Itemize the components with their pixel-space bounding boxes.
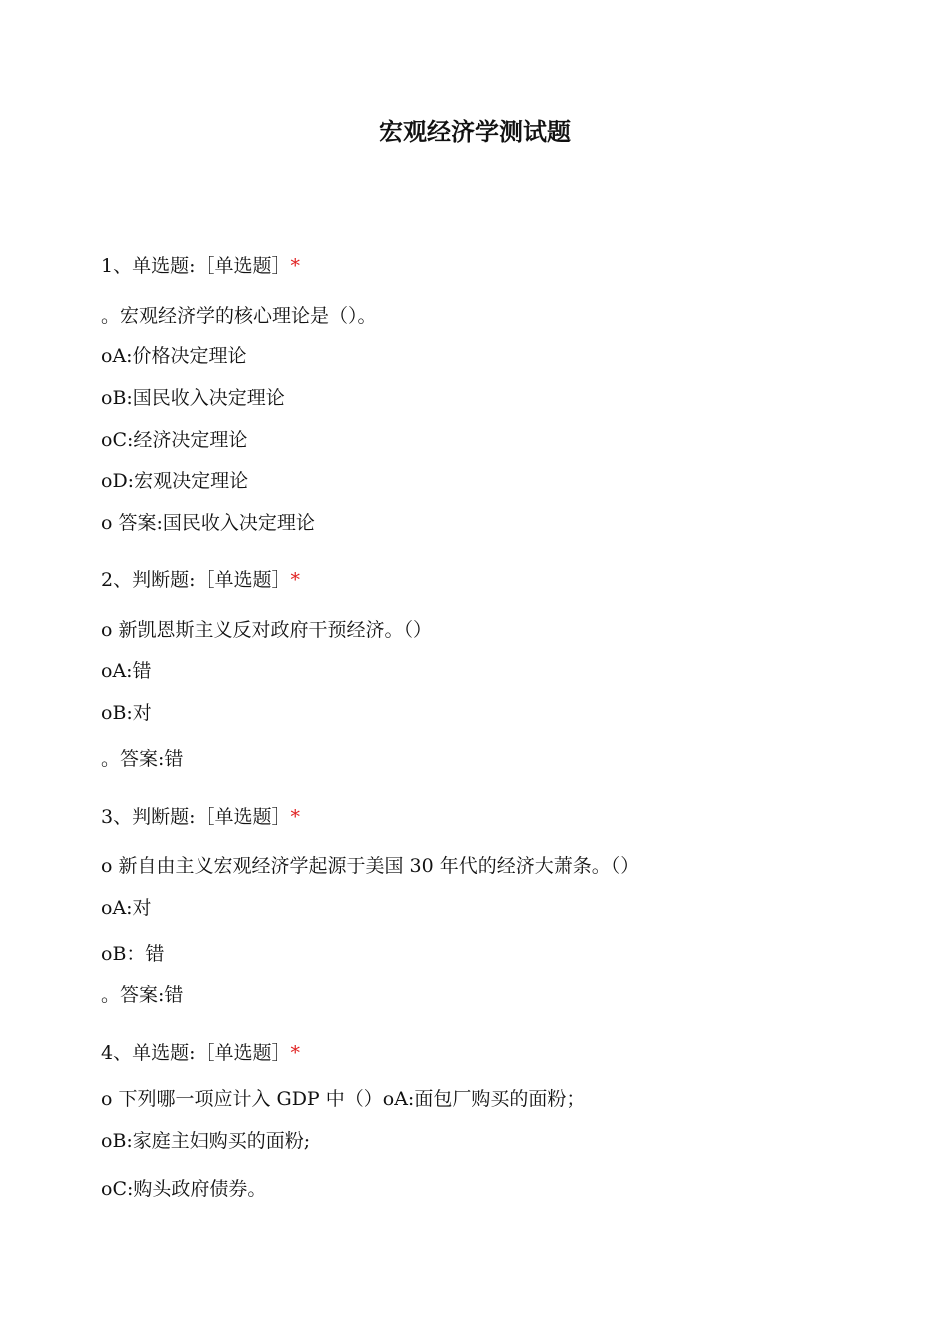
document-title: 宏观经济学测试题 — [379, 118, 571, 146]
question-3-stem: o 新自由主义宏观经济学起源于美国 30 年代的经济大萧条。（） — [101, 855, 640, 877]
question-2-stem: o 新凯恩斯主义反对政府干预经济。（） — [101, 619, 432, 641]
question-4-option-c: oC:购头政府债券。 — [101, 1178, 267, 1200]
question-1-option-a: oA:价格决定理论 — [101, 345, 247, 367]
question-2-option-b: oB:对 — [101, 702, 152, 724]
question-2-option-a: oA:错 — [101, 660, 152, 682]
question-1-answer: o 答案:国民收入决定理论 — [101, 512, 315, 534]
required-asterisk: * — [290, 255, 300, 277]
question-3-header — [101, 803, 300, 831]
required-asterisk: * — [290, 569, 300, 591]
question-3-header-text: 3、判断题:［单选题］ — [101, 806, 291, 828]
required-asterisk: * — [290, 806, 300, 828]
question-1-option-c: oC:经济决定理论 — [101, 429, 248, 451]
question-2-answer: 。答案:错 — [101, 748, 184, 770]
question-2-header — [101, 566, 300, 594]
question-2-header-text: 2、判断题:［单选题］ — [101, 569, 291, 591]
question-4-header-text: 4、单选题:［单选题］ — [101, 1042, 291, 1064]
question-4-stem: o 下列哪一项应计入 GDP 中（）oA:面包厂购买的面粉； — [101, 1088, 586, 1110]
question-1-option-b: oB:国民收入决定理论 — [101, 387, 285, 409]
question-4-header — [101, 1039, 300, 1067]
required-asterisk: * — [290, 1042, 300, 1064]
question-4-option-b: oB:家庭主妇购买的面粉; — [101, 1130, 311, 1152]
question-1-option-d: oD:宏观决定理论 — [101, 470, 249, 492]
question-3-option-b: oB：错 — [101, 943, 165, 965]
question-1-header — [101, 252, 300, 280]
question-1-stem: 。宏观经济学的核心理论是（）。 — [101, 305, 377, 327]
question-3-option-a: oA:对 — [101, 897, 152, 919]
question-3-answer: 。答案:错 — [101, 984, 184, 1006]
question-1-header-text: 1、单选题:［单选题］ — [101, 255, 291, 277]
